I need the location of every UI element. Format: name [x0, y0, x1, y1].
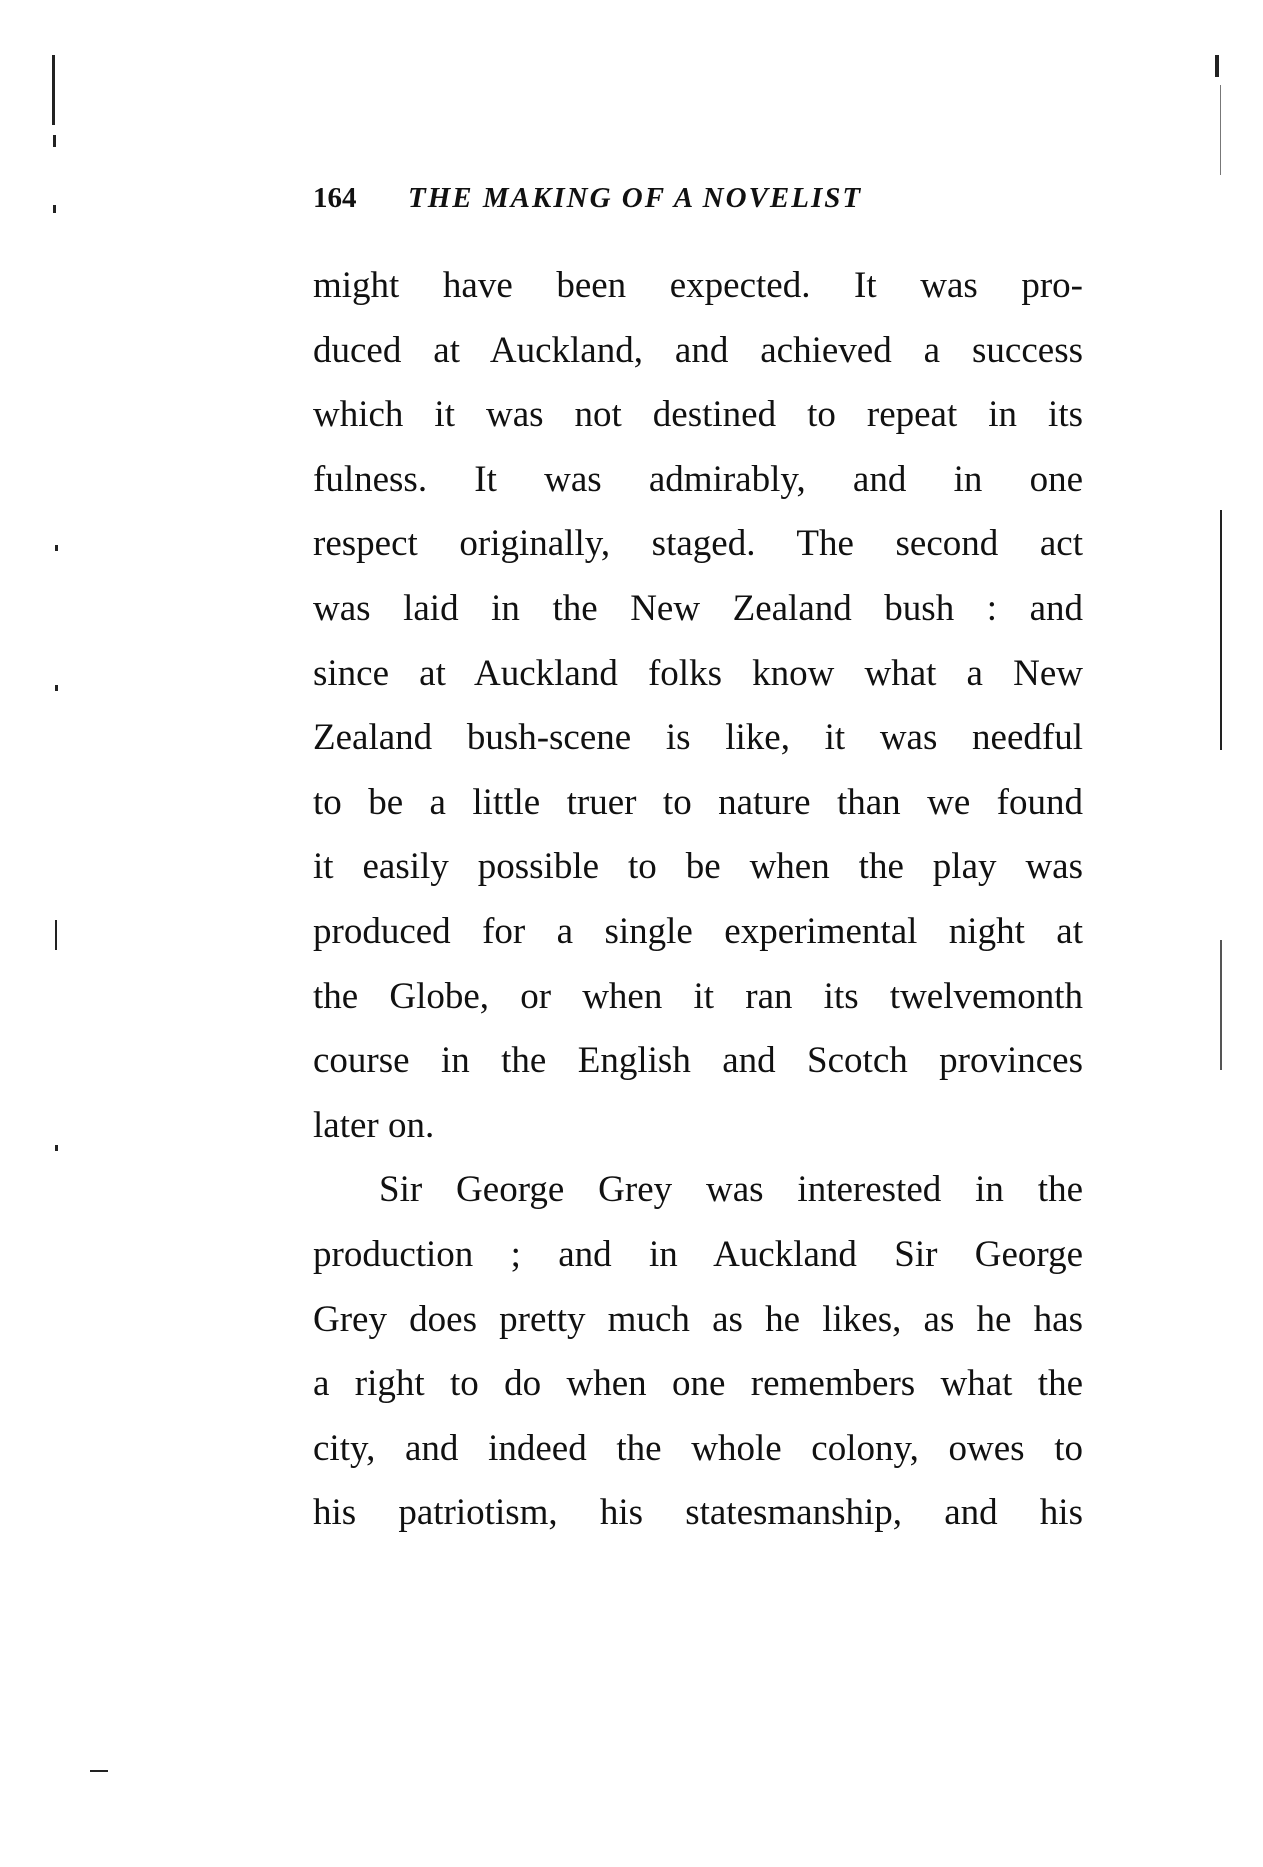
- text-line: duced at Auckland, and achieved a success: [313, 329, 1083, 371]
- text-line: a right to do when one remembers what the: [313, 1363, 1083, 1405]
- text-line: was laid in the New Zealand bush : and: [313, 587, 1083, 629]
- scan-artifact-right: [1220, 510, 1222, 750]
- text-line: produced for a single experimental night at: [313, 910, 1083, 952]
- text-line: production ; and in Auckland Sir George: [313, 1233, 1083, 1275]
- scan-artifact-right: [1220, 85, 1221, 175]
- text-line: which it was not destined to repeat in its: [313, 394, 1083, 436]
- text-line: since at Auckland folks know what a New: [313, 652, 1083, 694]
- text-line: Sir George Grey was interested in the: [379, 1169, 1083, 1211]
- scan-artifact-left: [55, 920, 57, 950]
- text-line: Zealand bush-scene is like, it was needful: [313, 717, 1083, 759]
- text-line: respect originally, staged. The second act: [313, 523, 1083, 565]
- scan-artifact-left: [53, 135, 56, 147]
- scan-artifact-left: [90, 1770, 108, 1772]
- scan-artifact-left: [52, 55, 55, 125]
- text-line: fulness. It was admirably, and in one: [313, 458, 1083, 500]
- text-line: later on.: [313, 1104, 435, 1146]
- text-line: might have been expected. It was pro-: [313, 265, 1083, 306]
- scan-artifact-right: [1215, 55, 1219, 77]
- text-line: course in the English and Scotch provinces: [313, 1040, 1083, 1082]
- scan-artifact-left: [55, 685, 58, 691]
- scan-artifact-left: [55, 1145, 58, 1151]
- scan-artifact-right: [1220, 940, 1222, 1070]
- text-line: to be a little truer to nature than we found: [313, 781, 1083, 823]
- scan-artifact-left: [55, 545, 58, 551]
- running-title: THE MAKING OF A NOVELIST: [408, 182, 863, 214]
- text-line: the Globe, or when it ran its twelvemonth: [313, 975, 1083, 1017]
- body-text: [313, 254, 1083, 1546]
- scan-artifact-left: [53, 205, 56, 213]
- text-line: city, and indeed the whole colony, owes to: [313, 1427, 1083, 1469]
- text-line: Grey does pretty much as he likes, as he has: [313, 1298, 1083, 1340]
- running-head: [313, 178, 1083, 218]
- text-line: it easily possible to be when the play was: [313, 846, 1083, 888]
- text-line: his patriotism, his statesmanship, and his: [313, 1492, 1083, 1534]
- page-number: 164: [313, 182, 357, 214]
